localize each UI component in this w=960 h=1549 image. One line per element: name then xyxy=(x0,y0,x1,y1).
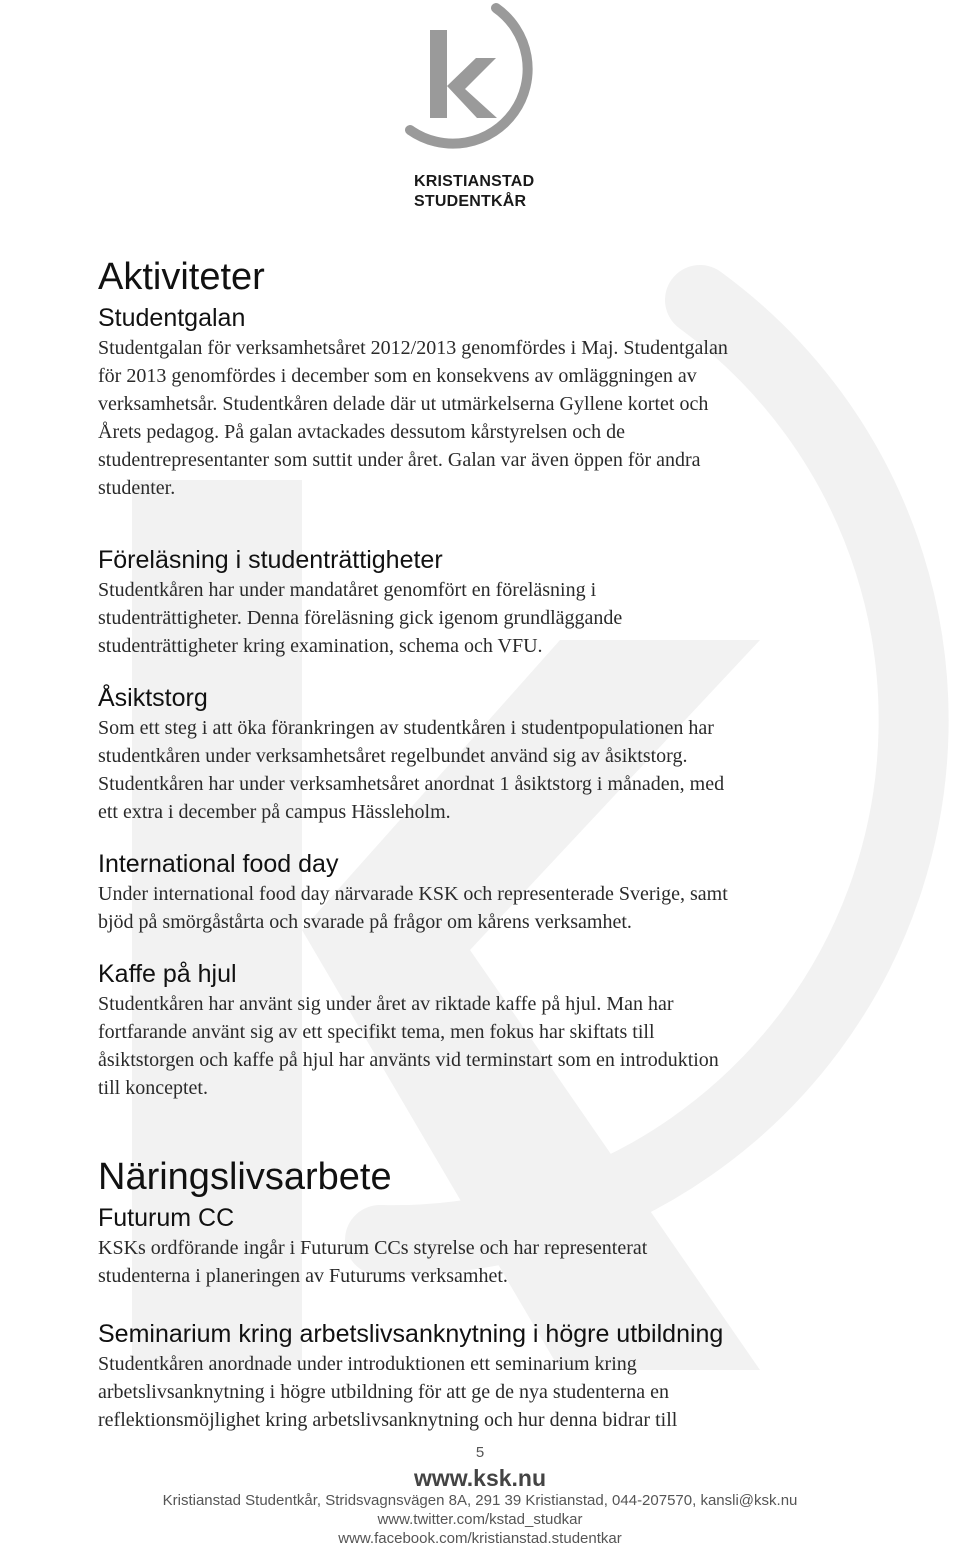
text-line: verksamhetsår. Studentkåren delade där ut utmärkelserna Gyllene kortet och xyxy=(98,393,709,415)
text-line: åsiktstorgen och kaffe på hjul har använts vid terminstart som en introduktion xyxy=(98,1049,719,1071)
heading-asiktstorg: Åsiktstorg xyxy=(98,684,208,712)
text-line: Under international food day närvarade KSK och representerade Sverige, samt xyxy=(98,883,728,905)
paragraph-kaffe xyxy=(98,990,858,1102)
text-line: för 2013 genomfördes i december som en konsekvens av omläggningen av xyxy=(98,365,697,387)
paragraph-futurum xyxy=(98,1234,858,1290)
document-body xyxy=(98,252,858,1434)
text-line: Studentgalan för verksamhetsåret 2012/2013 genomfördes i Maj. Studentgalan xyxy=(98,337,728,359)
text-line: Årets pedagog. På galan avtackades dessutom kårstyrelsen och de xyxy=(98,421,626,443)
paragraph-forelasning xyxy=(98,576,858,660)
heading-kaffe: Kaffe på hjul xyxy=(98,960,237,988)
text-line: till konceptet. xyxy=(98,1077,208,1099)
heading-futurum: Futurum CC xyxy=(98,1204,235,1232)
section-title-naringsliv: Näringslivsarbete xyxy=(98,1156,392,1198)
heading-forelasning: Föreläsning i studenträttigheter xyxy=(98,546,443,574)
text-line: KSKs ordförande ingår i Futurum CCs styrelse och har representerat xyxy=(98,1237,648,1259)
footer-twitter-link[interactable]: www.twitter.com/kstad_studkar xyxy=(377,1511,583,1528)
paragraph-food-day xyxy=(98,880,858,936)
logo-line-2: STUDENTKÅR xyxy=(414,193,527,210)
text-line: Studentkåren har under verksamhetsåret anordnat 1 åsiktstorg i månaden, med xyxy=(98,773,725,795)
text-line: Studentkåren har under mandatåret genomfört en föreläsning i xyxy=(98,579,597,601)
paragraph-seminarium xyxy=(98,1350,858,1434)
text-line: arbetslivsanknytning i högre utbildning för att ge de nya studenterna en xyxy=(98,1381,669,1403)
text-line: bjöd på smörgåstårta och svarade på frågor om kårens verksamhet. xyxy=(98,911,632,933)
text-line: studenterna i planeringen av Futurums verksamhet. xyxy=(98,1265,508,1287)
text-line: studenträttigheter kring examination, schema och VFU. xyxy=(98,635,543,657)
text-line: studenträttigheter. Denna föreläsning gick igenom grundläggande xyxy=(98,607,623,629)
heading-seminarium: Seminarium kring arbetslivsanknytning i högre utbildning xyxy=(98,1320,724,1348)
text-line: studentkåren under verksamhetsåret regelbundet använd sig av åsiktstorg. xyxy=(98,745,688,767)
paragraph-asiktstorg xyxy=(98,714,858,826)
text-line: studenter. xyxy=(98,477,176,499)
footer-facebook-link[interactable]: www.facebook.com/kristianstad.studentkar xyxy=(338,1530,622,1547)
section-title-aktiviteter: Aktiviteter xyxy=(98,256,265,298)
heading-studentgalan: Studentgalan xyxy=(98,304,246,332)
text-line: Som ett steg i att öka förankringen av studentkåren i studentpopulationen har xyxy=(98,717,714,739)
footer-website-link[interactable]: www.ksk.nu xyxy=(413,1465,547,1491)
paragraph-studentgalan xyxy=(98,334,858,502)
text-line: reflektionsmöjlighet kring arbetslivsanknytning och hur denna bidrar till xyxy=(98,1409,678,1431)
text-line: Studentkåren anordnade under introduktionen ett seminarium kring xyxy=(98,1353,637,1375)
footer-address: Kristianstad Studentkår, Stridsvagnsvägen 8A, 291 39 Kristianstad, 044-207570, kansli@ksk.nu xyxy=(162,1492,798,1509)
text-line: ett extra i december på campus Hässleholm. xyxy=(98,801,451,823)
text-line: fortfarande använt sig av ett specifikt tema, men fokus har skiftats till xyxy=(98,1021,655,1043)
text-line: Studentkåren har använt sig under året av riktade kaffe på hjul. Man har xyxy=(98,993,674,1015)
text-line: studentrepresentanter som suttit under året. Galan var även öppen för andra xyxy=(98,449,701,471)
heading-food-day: International food day xyxy=(98,850,339,878)
page-number: 5 xyxy=(475,1444,485,1461)
logo-line-1: KRISTIANSTAD xyxy=(414,173,535,190)
logo-wordmark xyxy=(414,172,534,212)
